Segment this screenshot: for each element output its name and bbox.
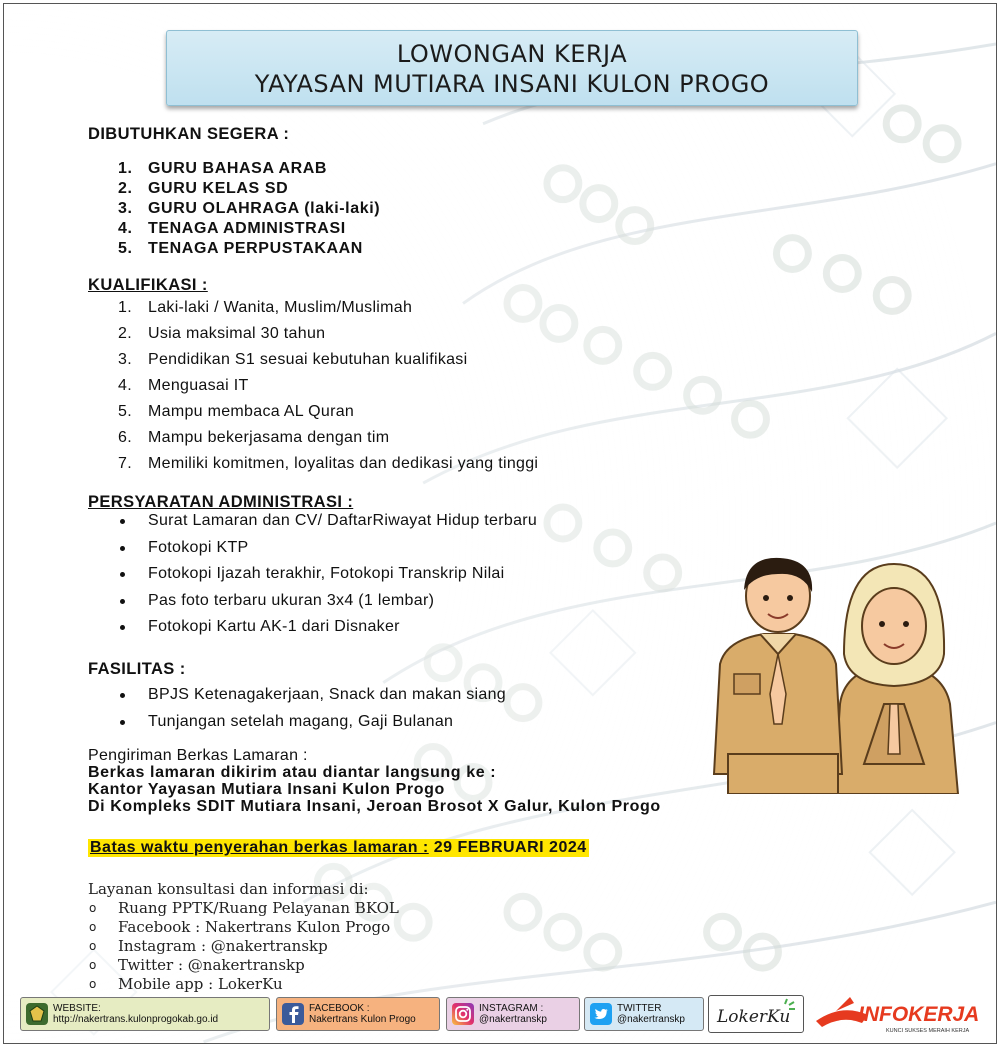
facilities-list	[118, 682, 506, 735]
bullet-icon	[120, 720, 125, 725]
infokerja-logo[interactable]	[812, 993, 988, 1037]
needed-item: 5. TENAGA PERPUSTAKAAN	[118, 240, 363, 257]
facility-item: Tunjangan setelah magang, Gaji Bulanan	[118, 709, 506, 736]
service-item: o Mobile app : LokerKu	[89, 975, 283, 993]
qualification-item: 6. Mampu bekerjasama dengan tim	[118, 429, 390, 446]
bullet-icon	[120, 625, 125, 630]
admin-requirement-item: Surat Lamaran dan CV/ DaftarRiwayat Hidup terbaru	[118, 508, 537, 535]
admin-requirement-item: Fotokopi Ijazah terakhir, Fotokopi Transkrip Nilai	[118, 561, 537, 588]
infokerja-logo-icon	[812, 993, 988, 1037]
title-line-2: YAYASAN MUTIARA INSANI KULON PROGO	[254, 70, 770, 98]
bullet-icon	[120, 546, 125, 551]
twitter-handle[interactable]: @nakertranskp	[617, 1014, 685, 1025]
footer-bar	[20, 997, 990, 1037]
bullet-icon	[120, 693, 125, 698]
needed-heading: DIBUTUHKAN SEGERA :	[88, 125, 290, 143]
twitter-bird-icon	[590, 1003, 612, 1025]
twitter-box[interactable]	[584, 997, 704, 1031]
submission-info	[88, 747, 661, 815]
svg-text:LokerKu: LokerKu	[717, 1007, 791, 1027]
title-line-1: LOWONGAN KERJA	[396, 40, 628, 68]
facebook-name[interactable]: Nakertrans Kulon Progo	[309, 1014, 416, 1025]
svg-text:INFOKERJA: INFOKERJA	[858, 1003, 980, 1026]
lokerku-logo-icon	[709, 996, 803, 1032]
qualification-item: 1. Laki-laki / Wanita, Muslim/Muslimah	[118, 299, 413, 316]
needed-item: 1. GURU BAHASA ARAB	[118, 160, 328, 177]
woman-figure	[834, 564, 958, 794]
services-heading: Layanan konsultasi dan informasi di:	[88, 880, 369, 898]
services-list	[88, 899, 399, 994]
qualification-item: 7. Memiliki komitmen, loyalitas dan dedikasi yang tinggi	[118, 455, 539, 472]
website-label: WEBSITE:	[53, 1003, 101, 1014]
job-poster	[3, 3, 997, 1044]
needed-item: 4. TENAGA ADMINISTRASI	[118, 220, 346, 237]
qualification-item: 4. Menguasai IT	[118, 377, 249, 394]
admin-requirements-list	[118, 508, 537, 641]
instagram-handle[interactable]: @nakertranskp	[479, 1014, 547, 1025]
deadline-date: 29 FEBRUARI 2024	[428, 839, 587, 856]
admin-requirement-item: Fotokopi KTP	[118, 535, 537, 562]
submission-line-3: Di Kompleks SDIT Mutiara Insani, Jeroan Brosot X Galur, Kulon Progo	[88, 798, 661, 815]
lokerku-logo[interactable]	[708, 995, 804, 1033]
svg-text:KUNCI SUKSES MERAIH KERJA: KUNCI SUKSES MERAIH KERJA	[886, 1028, 970, 1034]
qualification-item: 2. Usia maksimal 30 tahun	[118, 325, 326, 342]
submission-line-2: Kantor Yayasan Mutiara Insani Kulon Progo	[88, 781, 445, 798]
qualifications-heading: KUALIFIKASI :	[88, 276, 208, 294]
instagram-label: INSTAGRAM :	[479, 1003, 544, 1014]
circle-bullet-icon: o	[89, 977, 97, 991]
needed-list	[118, 159, 380, 259]
instagram-box[interactable]	[446, 997, 580, 1031]
website-box[interactable]	[20, 997, 270, 1031]
submission-intro: Pengiriman Berkas Lamaran :	[88, 747, 308, 764]
qualification-item: 5. Mampu membaca AL Quran	[118, 403, 355, 420]
service-item: o Twitter : @nakertranskp	[89, 956, 305, 974]
deadline-highlight	[88, 839, 589, 857]
facebook-icon	[282, 1003, 304, 1025]
consultation-services	[88, 880, 399, 994]
service-item: o Facebook : Nakertrans Kulon Progo	[89, 918, 391, 936]
man-figure	[714, 558, 842, 794]
circle-bullet-icon: o	[89, 901, 97, 915]
facility-item: BPJS Ketenagakerjaan, Snack dan makan siang	[118, 682, 506, 709]
service-item: o Instagram : @nakertranskp	[89, 937, 328, 955]
admin-requirement-item: Pas foto terbaru ukuran 3x4 (1 lembar)	[118, 588, 537, 615]
bullet-icon	[120, 572, 125, 577]
instagram-icon	[452, 1003, 474, 1025]
civil-servants-illustration	[694, 554, 984, 794]
qualifications-list	[118, 295, 538, 477]
service-item: o Ruang PPTK/Ruang Pelayanan BKOL	[89, 899, 399, 917]
seal-icon	[26, 1003, 48, 1025]
facebook-box[interactable]	[276, 997, 440, 1031]
needed-item: 3. GURU OLAHRAGA (laki-laki)	[118, 200, 381, 217]
website-url[interactable]: http://nakertrans.kulonprogokab.go.id	[53, 1014, 219, 1025]
circle-bullet-icon: o	[89, 958, 97, 972]
bullet-icon	[120, 599, 125, 604]
admin-requirements-heading: PERSYARATAN ADMINISTRASI :	[88, 493, 354, 511]
admin-requirement-item: Fotokopi Kartu AK-1 dari Disnaker	[118, 614, 537, 641]
needed-item: 2. GURU KELAS SD	[118, 180, 289, 197]
facilities-heading: FASILITAS :	[88, 660, 186, 678]
submission-line-1: Berkas lamaran dikirim atau diantar langsung ke :	[88, 764, 497, 781]
qualification-item: 3. Pendidikan S1 sesuai kebutuhan kualifikasi	[118, 351, 468, 368]
facebook-label: FACEBOOK :	[309, 1003, 370, 1014]
twitter-label: TWITTER	[617, 1003, 662, 1014]
bullet-icon	[120, 519, 125, 524]
circle-bullet-icon: o	[89, 939, 97, 953]
circle-bullet-icon: o	[89, 920, 97, 934]
deadline-label: Batas waktu penyerahan berkas lamaran :	[90, 839, 429, 856]
title-banner	[166, 30, 858, 106]
